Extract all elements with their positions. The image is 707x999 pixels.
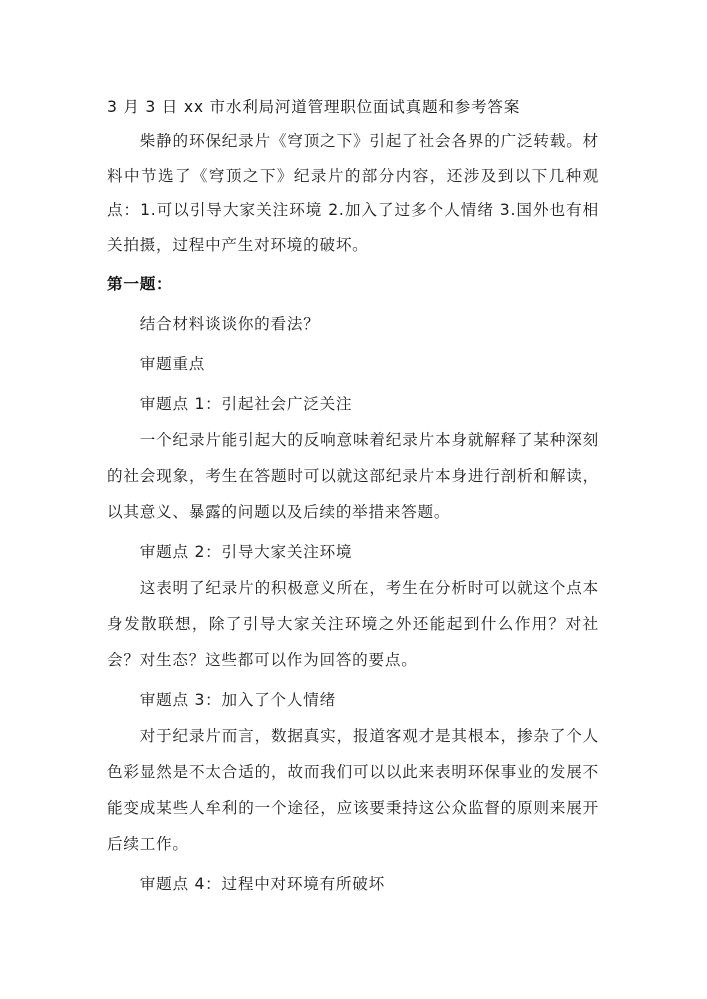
document-page [107, 92, 599, 902]
review-heading: 审题重点 [139, 355, 206, 373]
point-1-body: 一个纪录片能引起大的反响意味着纪录片本身就解释了某种深刻的社会现象，考生在答题时可以就这部纪录片本身进行剖析和解读，以其意义、暴露的问题以及后续的举措来答题。 [107, 431, 599, 521]
point-3-body: 对于纪录片而言，数据真实，报道客观才是其根本，掺杂了个人色彩显然是不太合适的，故而我们可以以此来表明环保事业的发展不能变成某些人牟利的一个途径，应该要秉持这公众监督的原则来展开后续工作。 [107, 727, 599, 853]
question-text: 结合材料谈谈你的看法？ [139, 315, 320, 333]
point-2-body: 这表明了纪录片的积极意义所在，考生在分析时可以就这个点本身发散联想，除了引导大家关注环境之外还能起到什么作用？对社会？对生态？这些都可以作为回答的要点。 [107, 579, 599, 669]
point-4-label: 审题点 4：过程中对环境有所破坏 [139, 875, 385, 893]
intro-paragraph: 柴静的环保纪录片《穹顶之下》引起了社会各界的广泛转载。材料中节选了《穹顶之下》纪录片的部分内容，还涉及到以下几种观点：1.可以引导大家关注环境 2.加入了过多个人情绪 3.国外也有相关拍摄，过程中产生对环境的破坏。 [107, 132, 599, 254]
section-heading: 第一题： [107, 275, 173, 293]
point-2-label: 审题点 2：引导大家关注环境 [139, 543, 353, 561]
document-title: 3 月 3 日 xx 市水利局河道管理职位面试真题和参考答案 [107, 98, 521, 116]
point-1-label: 审题点 1：引起社会广泛关注 [139, 395, 353, 413]
point-3-label: 审题点 3：加入了个人情绪 [139, 691, 336, 709]
